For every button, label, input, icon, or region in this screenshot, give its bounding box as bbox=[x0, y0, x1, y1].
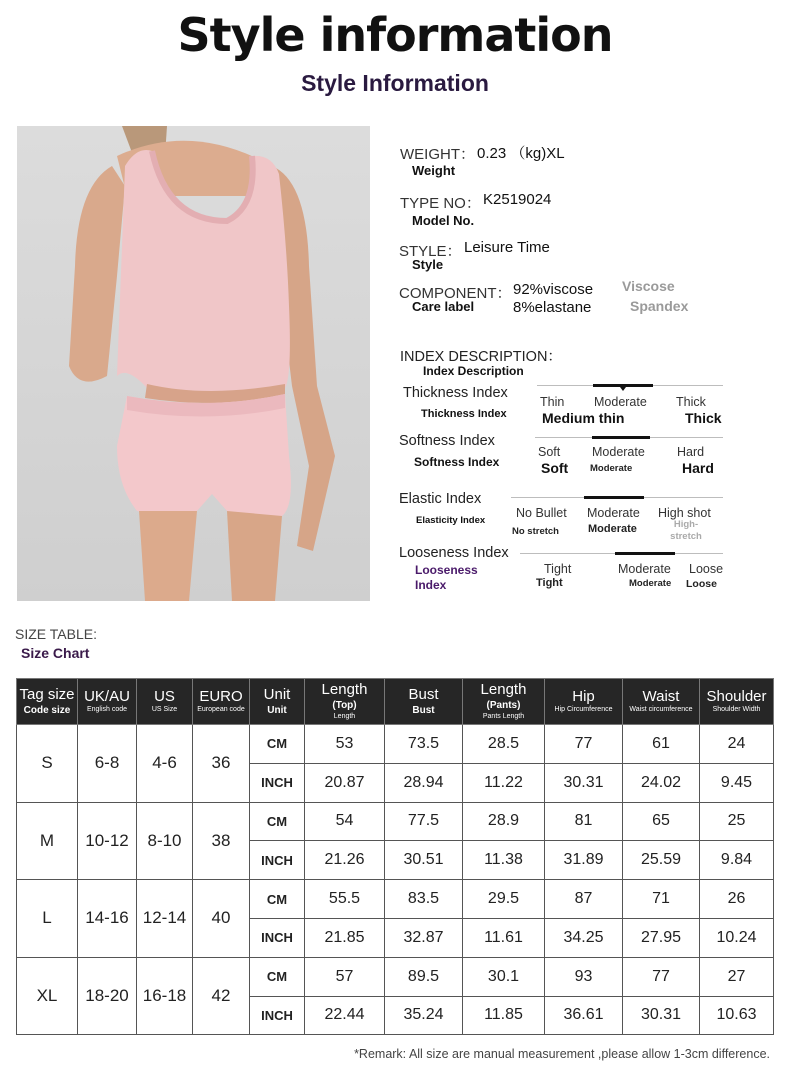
softness-bold-3: Hard bbox=[682, 460, 714, 476]
looseness-opt-tight: Tight bbox=[544, 562, 572, 576]
cell-value: 28.9 bbox=[463, 802, 545, 841]
thickness-pointer bbox=[620, 387, 626, 391]
cell-value: 31.89 bbox=[545, 841, 623, 880]
cell-value: 81 bbox=[545, 802, 623, 841]
col-hip: Hip Hip Circumference bbox=[545, 679, 623, 725]
elastic-bold-2: Moderate bbox=[588, 523, 637, 535]
cell-tag: XL bbox=[17, 957, 78, 1035]
cell-value: 57 bbox=[305, 957, 385, 996]
cell-value: 11.85 bbox=[463, 996, 545, 1035]
elastic-bold-1: No stretch bbox=[512, 526, 559, 537]
cell-value: 54 bbox=[305, 802, 385, 841]
cell-unit: CM bbox=[250, 880, 305, 919]
looseness-bold-1: Tight bbox=[536, 577, 563, 589]
thickness-title: Thickness Index bbox=[403, 385, 508, 401]
cell-tag: S bbox=[17, 725, 78, 803]
cell-value: 53 bbox=[305, 725, 385, 764]
size-table-label: SIZE TABLE: bbox=[15, 626, 97, 642]
cell-value: 28.94 bbox=[385, 763, 463, 802]
cell-value: 25 bbox=[700, 802, 774, 841]
cell-value: 87 bbox=[545, 880, 623, 919]
cell-unit: INCH bbox=[250, 763, 305, 802]
cell-value: 11.38 bbox=[463, 841, 545, 880]
col-us: US US Size bbox=[137, 679, 193, 725]
looseness-title: Looseness Index bbox=[399, 545, 509, 561]
softness-title: Softness Index bbox=[399, 433, 495, 449]
cell-value: 27 bbox=[700, 957, 774, 996]
looseness-bold-3: Loose bbox=[686, 578, 717, 590]
weight-label: WEIGHT： bbox=[400, 146, 475, 163]
component-value-1: 92%viscose bbox=[513, 281, 594, 298]
softness-marker bbox=[592, 436, 650, 439]
component-value-2: 8%elastane bbox=[513, 299, 592, 316]
cell-value: 55.5 bbox=[305, 880, 385, 919]
cell-euro: 40 bbox=[193, 880, 250, 958]
style-value: Leisure Time bbox=[464, 239, 550, 256]
cell-value: 65 bbox=[623, 802, 700, 841]
cell-us: 12-14 bbox=[137, 880, 193, 958]
type-no-sub: Model No. bbox=[412, 213, 475, 228]
col-uk-au: UK/AU English code bbox=[78, 679, 137, 725]
table-header-row bbox=[17, 679, 774, 725]
col-shoulder: Shoulder Shoulder Width bbox=[700, 679, 774, 725]
cell-value: 77.5 bbox=[385, 802, 463, 841]
col-tag-size: Tag size Code size bbox=[17, 679, 78, 725]
cell-euro: 38 bbox=[193, 802, 250, 880]
cell-value: 30.51 bbox=[385, 841, 463, 880]
cell-value: 24 bbox=[700, 725, 774, 764]
elastic-opt-moderate: Moderate bbox=[587, 506, 640, 520]
cell-value: 93 bbox=[545, 957, 623, 996]
cell-value: 61 bbox=[623, 725, 700, 764]
cell-euro: 42 bbox=[193, 957, 250, 1035]
size-chart-table bbox=[16, 678, 774, 1035]
component-grey-1: Viscose bbox=[622, 278, 675, 294]
table-row bbox=[17, 957, 774, 996]
cell-value: 71 bbox=[623, 880, 700, 919]
component-grey-2: Spandex bbox=[630, 298, 689, 314]
cell-value: 30.1 bbox=[463, 957, 545, 996]
softness-opt-moderate: Moderate bbox=[592, 445, 645, 459]
table-row bbox=[17, 725, 774, 764]
elastic-grey-3b: stretch bbox=[670, 531, 702, 542]
style-label: STYLE： bbox=[399, 243, 462, 260]
table-row bbox=[17, 880, 774, 919]
cell-value: 35.24 bbox=[385, 996, 463, 1035]
page-title: Style information bbox=[177, 8, 613, 62]
cell-uk: 18-20 bbox=[78, 957, 137, 1035]
col-euro: EURO European code bbox=[193, 679, 250, 725]
col-length-pants: Length (Pants) Pants Length bbox=[463, 679, 545, 725]
cell-value: 9.84 bbox=[700, 841, 774, 880]
softness-bold-2: Moderate bbox=[590, 463, 633, 474]
cell-unit: INCH bbox=[250, 918, 305, 957]
cell-us: 16-18 bbox=[137, 957, 193, 1035]
index-title: INDEX DESCRIPTION： bbox=[400, 349, 562, 365]
col-waist: Waist Waist circumference bbox=[623, 679, 700, 725]
style-sub: Style bbox=[412, 257, 444, 272]
page-subtitle: Style Information bbox=[301, 70, 489, 96]
cell-us: 8-10 bbox=[137, 802, 193, 880]
softness-opt-soft: Soft bbox=[538, 445, 561, 459]
cell-value: 73.5 bbox=[385, 725, 463, 764]
elastic-sub: Elasticity Index bbox=[416, 515, 486, 526]
cell-uk: 14-16 bbox=[78, 880, 137, 958]
softness-opt-hard: Hard bbox=[677, 445, 705, 459]
cell-value: 27.95 bbox=[623, 918, 700, 957]
elastic-opt-no-bullet: No Bullet bbox=[516, 506, 567, 520]
cell-value: 22.44 bbox=[305, 996, 385, 1035]
looseness-marker bbox=[615, 552, 675, 555]
cell-us: 4-6 bbox=[137, 725, 193, 803]
elastic-grey-3 bbox=[664, 519, 708, 543]
softness-sub: Softness Index bbox=[414, 455, 500, 469]
cell-value: 11.22 bbox=[463, 763, 545, 802]
thickness-opt-thin: Thin bbox=[540, 395, 565, 409]
cell-value: 24.02 bbox=[623, 763, 700, 802]
cell-tag: L bbox=[17, 880, 78, 958]
cell-value: 21.85 bbox=[305, 918, 385, 957]
cell-value: 89.5 bbox=[385, 957, 463, 996]
softness-bold-1: Soft bbox=[541, 460, 569, 476]
elastic-marker bbox=[584, 496, 644, 499]
looseness-bold-2: Moderate bbox=[629, 578, 672, 589]
col-bust: Bust Bust bbox=[385, 679, 463, 725]
thickness-opt-moderate: Moderate bbox=[594, 395, 647, 409]
cell-value: 30.31 bbox=[623, 996, 700, 1035]
cell-value: 10.24 bbox=[700, 918, 774, 957]
col-length-top: Length (Top) Length bbox=[305, 679, 385, 725]
cell-unit: CM bbox=[250, 957, 305, 996]
cell-unit: CM bbox=[250, 802, 305, 841]
cell-value: 77 bbox=[623, 957, 700, 996]
cell-value: 21.26 bbox=[305, 841, 385, 880]
looseness-sub-2: Index bbox=[415, 578, 447, 592]
cell-value: 11.61 bbox=[463, 918, 545, 957]
cell-uk: 10-12 bbox=[78, 802, 137, 880]
cell-value: 29.5 bbox=[463, 880, 545, 919]
cell-uk: 6-8 bbox=[78, 725, 137, 803]
size-table-sub: Size Chart bbox=[21, 645, 90, 661]
index-subtitle: Index Description bbox=[423, 364, 524, 378]
remark-text: *Remark: All size are manual measurement ,please allow 1-3cm difference. bbox=[354, 1047, 770, 1061]
looseness-opt-moderate: Moderate bbox=[618, 562, 671, 576]
cell-value: 36.61 bbox=[545, 996, 623, 1035]
looseness-sub-1: Looseness bbox=[415, 563, 478, 577]
thickness-sub: Thickness Index bbox=[421, 408, 507, 420]
cell-value: 9.45 bbox=[700, 763, 774, 802]
type-no-label: TYPE NO： bbox=[400, 195, 481, 212]
thickness-bold-3: Thick bbox=[685, 410, 722, 426]
cell-value: 30.31 bbox=[545, 763, 623, 802]
cell-value: 20.87 bbox=[305, 763, 385, 802]
cell-value: 77 bbox=[545, 725, 623, 764]
product-photo bbox=[17, 126, 370, 601]
cell-unit: INCH bbox=[250, 841, 305, 880]
cell-euro: 36 bbox=[193, 725, 250, 803]
elastic-opt-high-shot: High shot bbox=[658, 506, 711, 520]
table-row bbox=[17, 802, 774, 841]
looseness-opt-loose: Loose bbox=[689, 562, 724, 576]
thickness-bold-1: Medium thin bbox=[542, 410, 625, 426]
type-no-value: K2519024 bbox=[483, 191, 552, 208]
component-sub: Care label bbox=[412, 299, 475, 314]
cell-value: 26 bbox=[700, 880, 774, 919]
cell-value: 25.59 bbox=[623, 841, 700, 880]
cell-value: 28.5 bbox=[463, 725, 545, 764]
thickness-opt-thick: Thick bbox=[676, 395, 706, 409]
component-label: COMPONENT： bbox=[399, 285, 512, 302]
cell-value: 32.87 bbox=[385, 918, 463, 957]
cell-value: 10.63 bbox=[700, 996, 774, 1035]
cell-tag: M bbox=[17, 802, 78, 880]
elastic-title: Elastic Index bbox=[399, 491, 482, 507]
cell-value: 83.5 bbox=[385, 880, 463, 919]
weight-value: 0.23 （kg)XL bbox=[477, 145, 565, 162]
elastic-grey-3a: High- bbox=[673, 519, 699, 530]
cell-unit: CM bbox=[250, 725, 305, 764]
cell-value: 34.25 bbox=[545, 918, 623, 957]
col-unit: Unit Unit bbox=[250, 679, 305, 725]
cell-unit: INCH bbox=[250, 996, 305, 1035]
weight-sub: Weight bbox=[412, 163, 456, 178]
